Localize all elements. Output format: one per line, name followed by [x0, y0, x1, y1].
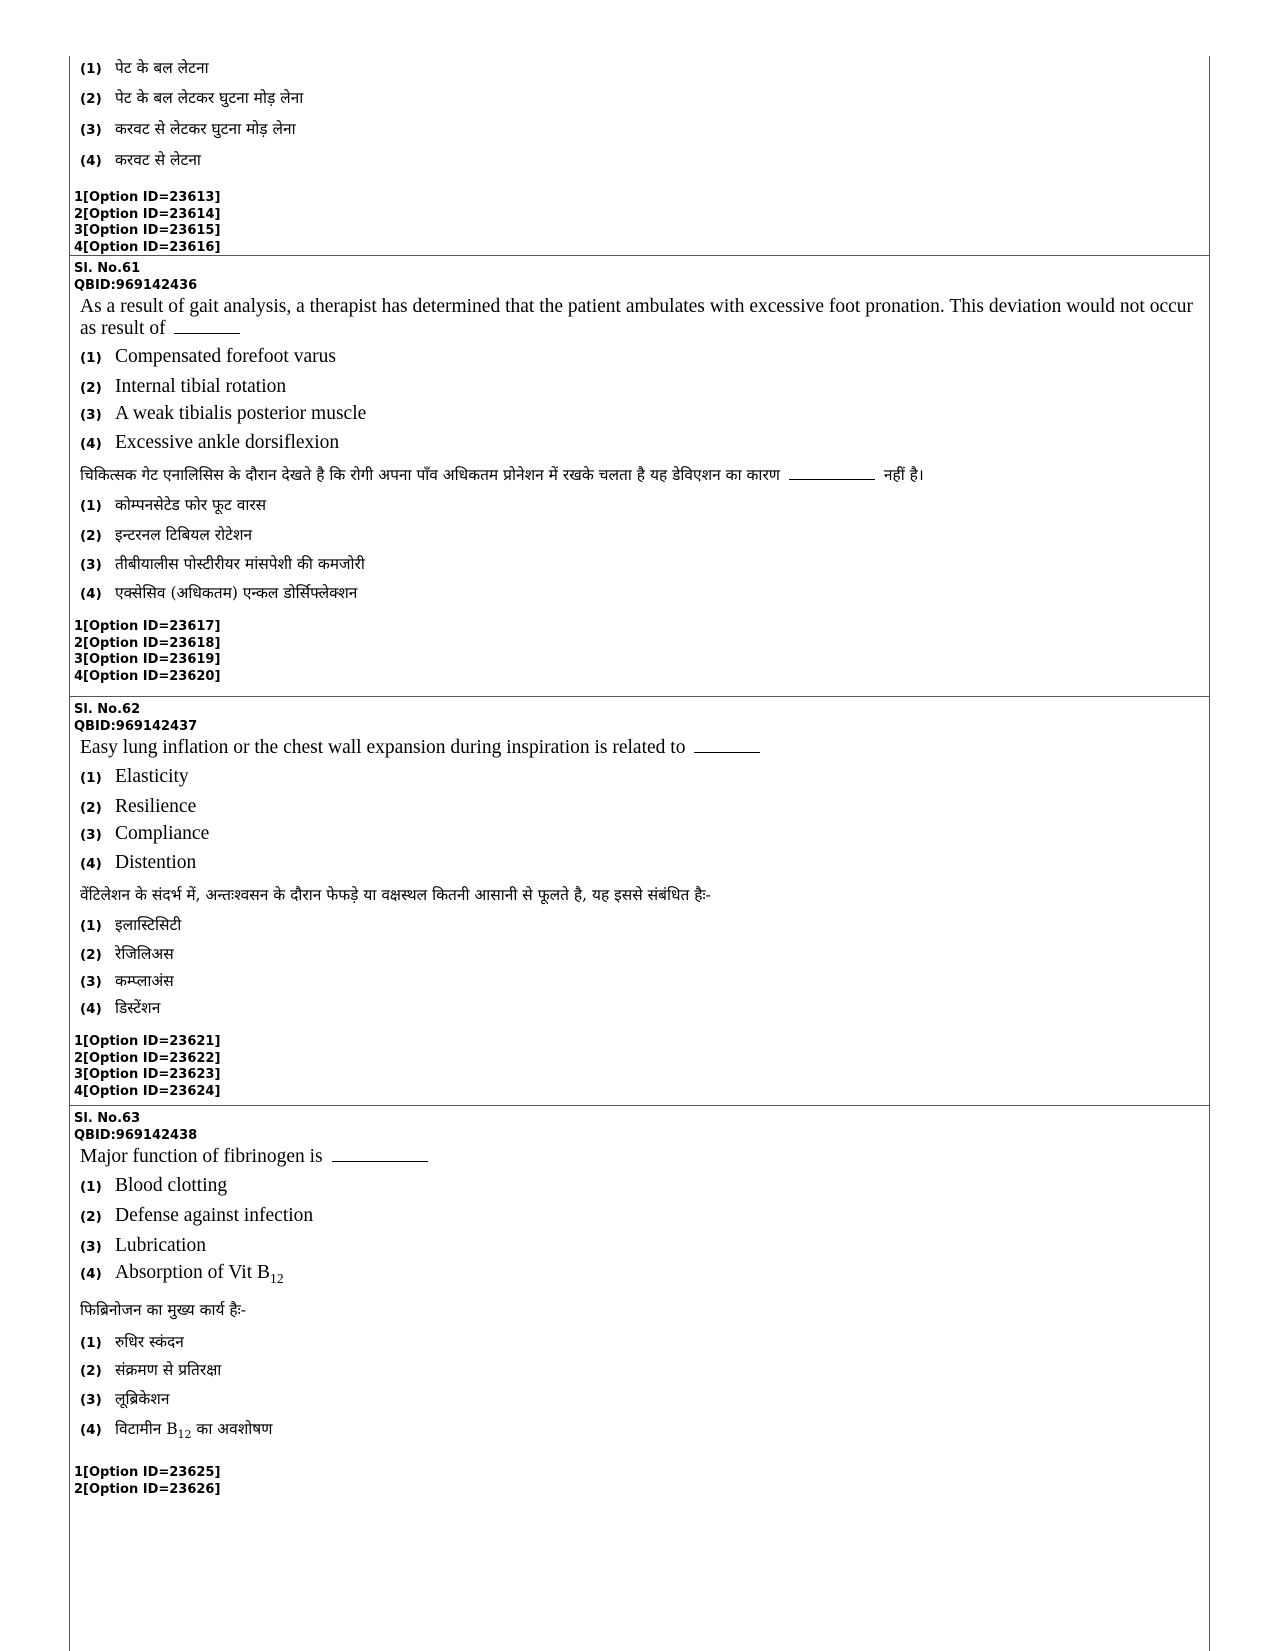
option-en-3 [80, 823, 1205, 852]
option-text: A weak tibialis posterior muscle [115, 403, 367, 424]
option-number: (1) [80, 770, 102, 786]
option-text: तीबीयालीस पोस्टीरीयर मांसपेशी की कमजोरी [115, 555, 365, 573]
option-text: लूब्रिकेशन [115, 1390, 170, 1408]
option-number: (2) [80, 380, 102, 396]
option-hi-1 [80, 1330, 1205, 1358]
option-number: (3) [80, 407, 102, 423]
question-text: चिकित्सक गेट एनालिसिस के दौरान देखते है कि रोगी अपना पाँव अधिकतम प्रोनेशन में रखके चलता है यह डेविएशन का कारण [80, 466, 780, 484]
question-text-en [80, 296, 1205, 340]
serial-number: Sl. No.61 [74, 261, 141, 276]
question-text-en [80, 737, 1205, 759]
option-text: Internal tibial rotation [115, 376, 287, 397]
option-hi-4 [80, 581, 1205, 609]
option-number: (4) [80, 1266, 102, 1282]
option-text: Compensated forefoot varus [115, 346, 336, 367]
option-en-2 [80, 376, 1205, 403]
option-text: पेट के बल लेटना [115, 59, 209, 77]
answer-blank [174, 332, 240, 334]
option-number: (2) [80, 528, 102, 544]
question-text-hi: वेंटिलेशन के संदर्भ में, अन्तःश्वसन के दौरान फेफड़े या वक्षस्थल कितनी आसानी से फूलते है, यह इससे संबंधित हैः- [80, 886, 711, 904]
option-number: (1) [80, 350, 102, 366]
option-text: इलास्टिसिटी [115, 916, 182, 934]
option-number: (4) [80, 153, 102, 169]
answer-blank [789, 478, 875, 480]
option-number: (3) [80, 1239, 102, 1255]
option-en-3 [80, 403, 1205, 432]
option-hi-1 [80, 493, 1205, 523]
option-text-main: Absorption of Vit B [115, 1262, 271, 1283]
option-text: कम्प्लाअंस [115, 972, 174, 990]
option-hi-4 [80, 996, 1205, 1022]
option-id: 2[Option ID=23622] [74, 1050, 221, 1066]
option-id: 4[Option ID=23624] [74, 1083, 221, 1099]
question-text: Easy lung inflation or the chest wall expansion during inspiration is related to [80, 737, 686, 758]
option-text: रेजिलिअस [115, 945, 174, 963]
question-60-tail [70, 56, 1209, 256]
option-hi-1 [80, 913, 1205, 942]
question-63 [70, 1106, 1209, 1506]
option-id: 2[Option ID=23618] [74, 635, 221, 651]
option-text: Distention [115, 852, 197, 873]
qbid: QBID:969142438 [74, 1127, 198, 1143]
option-number: (3) [80, 122, 102, 138]
option-en-4 [80, 1262, 1205, 1296]
option-id: 3[Option ID=23619] [74, 652, 221, 667]
option-hi-1 [80, 56, 1205, 86]
option-number: (1) [80, 61, 102, 77]
option-en-2 [80, 796, 1205, 823]
option-id: 2[Option ID=23626] [74, 1481, 221, 1497]
option-text: करवट से लेटना [115, 151, 201, 169]
subscript: 12 [270, 1270, 284, 1286]
option-hi-2 [80, 86, 1205, 117]
option-number: (4) [80, 1422, 102, 1438]
option-id: 1[Option ID=23613] [74, 190, 221, 205]
question-61 [70, 256, 1209, 697]
option-id-list [74, 619, 1205, 685]
option-number: (3) [80, 557, 102, 573]
question-text: As a result of gait analysis, a therapist has determined that the patient ambulates with excessive foot pronation. This deviation would not occur as result of [80, 296, 1194, 339]
option-en-4 [80, 432, 1205, 461]
option-id: 4[Option ID=23616] [74, 239, 221, 255]
option-number: (1) [80, 1335, 102, 1351]
option-text: पेट के बल लेटकर घुटना मोड़ लेना [115, 89, 304, 107]
option-text: Resilience [115, 796, 197, 817]
option-text: डिस्टेंशन [115, 999, 161, 1017]
option-text: Defense against infection [115, 1205, 314, 1226]
option-hi-3 [80, 1387, 1205, 1417]
option-hi-3 [80, 552, 1205, 581]
option-en-1 [80, 346, 1205, 376]
option-id: 2[Option ID=23614] [74, 206, 221, 222]
option-text: रुधिर स्कंदन [115, 1333, 184, 1351]
option-text: संक्रमण से प्रतिरक्षा [115, 1361, 222, 1379]
option-en-3 [80, 1235, 1205, 1262]
question-text-end: नहीं है। [883, 466, 924, 484]
subscript: 12 [177, 1428, 192, 1442]
option-id: 4[Option ID=23620] [74, 668, 221, 684]
option-text: एक्सेसिव (अधिकतम) एन्कल डोर्सिफ्लेक्शन [115, 584, 358, 602]
option-text [115, 1262, 284, 1287]
option-en-1 [80, 1175, 1205, 1205]
question-text-hi [80, 465, 1205, 485]
question-paper [69, 56, 1210, 1651]
option-number: (3) [80, 1392, 102, 1408]
option-number: (2) [80, 1363, 102, 1379]
option-number: (1) [80, 498, 102, 514]
option-hi-4 [80, 148, 1205, 178]
option-number: (2) [80, 1209, 102, 1225]
qbid: QBID:969142437 [74, 718, 198, 734]
option-number: (2) [80, 800, 102, 816]
option-text: करवट से लेटकर घुटना मोड़ लेना [115, 120, 296, 138]
option-text: Compliance [115, 823, 210, 844]
option-en-4 [80, 852, 1205, 881]
option-id: 3[Option ID=23623] [74, 1067, 221, 1082]
option-id: 1[Option ID=23617] [74, 619, 221, 634]
option-text: Blood clotting [115, 1175, 228, 1196]
option-id: 1[Option ID=23621] [74, 1034, 221, 1049]
option-number: (4) [80, 856, 102, 872]
option-en-1 [80, 766, 1205, 796]
option-number: (3) [80, 827, 102, 843]
option-id-list [74, 1465, 1205, 1498]
option-id: 1[Option ID=23625] [74, 1465, 221, 1480]
option-en-2 [80, 1205, 1205, 1235]
option-hi-2 [80, 523, 1205, 552]
option-text [115, 1417, 272, 1441]
option-hi-3 [80, 969, 1205, 996]
option-number: (4) [80, 436, 102, 452]
option-number: (2) [80, 91, 102, 107]
question-62 [70, 697, 1209, 1106]
option-id-list [74, 190, 1205, 256]
option-id: 3[Option ID=23615] [74, 223, 221, 238]
option-number: (1) [80, 1179, 102, 1195]
serial-number: Sl. No.62 [74, 702, 141, 717]
option-text-main: विटामीन B [115, 1420, 178, 1438]
question-text: Major function of fibrinogen is [80, 1146, 323, 1167]
option-text: Excessive ankle dorsiflexion [115, 432, 340, 453]
option-number: (4) [80, 586, 102, 602]
option-number: (2) [80, 947, 102, 963]
option-text: Elasticity [115, 766, 189, 787]
option-hi-2 [80, 942, 1205, 969]
answer-blank [694, 751, 760, 753]
option-text: इन्टरनल टिबियल रोटेशन [115, 526, 253, 544]
question-text-en [80, 1146, 1205, 1168]
option-text: कोम्पनसेटेड फोर फूट वारस [115, 496, 267, 514]
answer-blank [332, 1160, 428, 1162]
option-hi-4 [80, 1417, 1205, 1449]
question-text-hi: फिब्रिनोजन का मुख्य कार्य हैः- [80, 1301, 247, 1319]
serial-number: Sl. No.63 [74, 1111, 141, 1126]
option-text-after: का अवशोषण [196, 1420, 273, 1438]
option-hi-3 [80, 117, 1205, 148]
option-number: (1) [80, 918, 102, 934]
option-number: (4) [80, 1001, 102, 1017]
option-text: Lubrication [115, 1235, 206, 1256]
qbid: QBID:969142436 [74, 277, 198, 293]
option-hi-2 [80, 1358, 1205, 1387]
option-id-list [74, 1034, 1205, 1100]
option-number: (3) [80, 974, 102, 990]
